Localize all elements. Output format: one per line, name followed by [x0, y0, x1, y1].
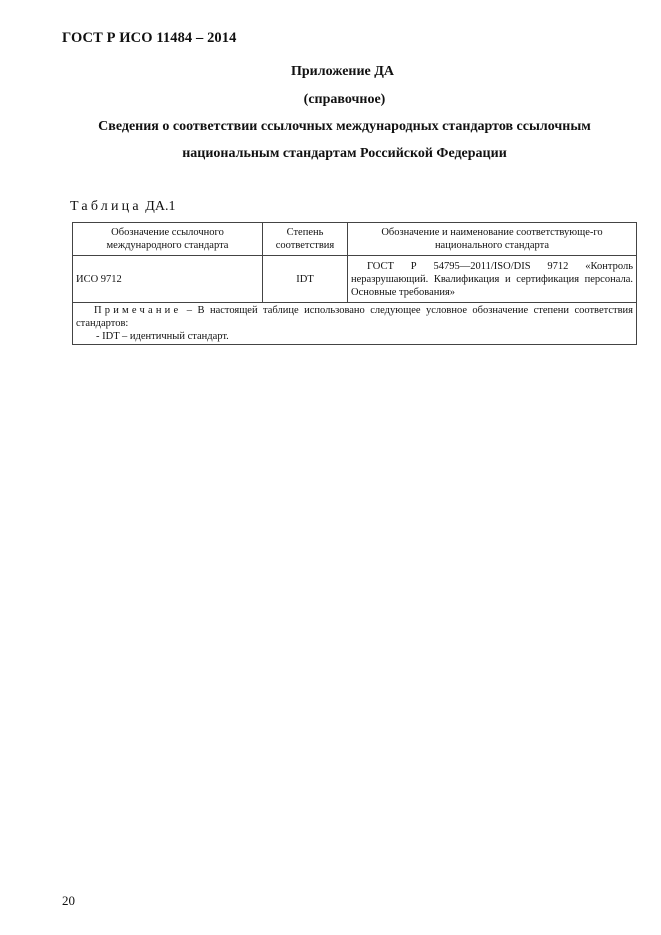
correspondence-table — [72, 222, 637, 345]
document-code: ГОСТ Р ИСО 11484 – 2014 — [62, 30, 237, 46]
cell-ref-standard: ИСО 9712 — [73, 256, 263, 303]
page-number: 20 — [62, 893, 75, 908]
table-row — [73, 256, 637, 303]
annex-heading-line-1: Сведения о соответствии ссылочных международных стандартов ссылочным — [98, 119, 591, 134]
note-text: – В настоящей таблице использовано следующее условное обозначение степени соответствия стандартов: — [76, 305, 633, 329]
annex-heading-line-2: национальным стандартам Российской Федерации — [182, 146, 507, 161]
table-header-row — [73, 223, 637, 256]
column-header-degree: Степень соответствия — [263, 223, 348, 256]
national-standard-title: «Контроль неразрушающий. Квалификация и сертификация персонала. Основные требования» — [351, 260, 634, 298]
note-item: - IDT – идентичный стандарт. — [96, 331, 229, 342]
column-header-national-standard: Обозначение и наименование соответствующе-го национального стандарта — [348, 223, 637, 256]
note-label: Примечание — [94, 305, 182, 316]
annex-type: (справочное) — [303, 92, 386, 107]
column-header-ref-standard: Обозначение ссылочного международного стандарта — [73, 223, 263, 256]
cell-degree: IDT — [263, 256, 348, 303]
national-standard-code: ГОСТ Р 54795—2011/ISO/DIS 9712 «Контроль неразрушающий. Квалификация и сертификация персонала. Основные требования» — [351, 260, 634, 298]
table-caption-number: ДА.1 — [145, 199, 176, 214]
table-note — [73, 303, 637, 345]
table-caption-word: Таблица — [70, 199, 142, 214]
annex-title: Приложение ДА — [290, 64, 395, 79]
table-note-row — [73, 303, 637, 345]
cell-national-standard — [348, 256, 637, 303]
table-caption — [70, 199, 175, 215]
